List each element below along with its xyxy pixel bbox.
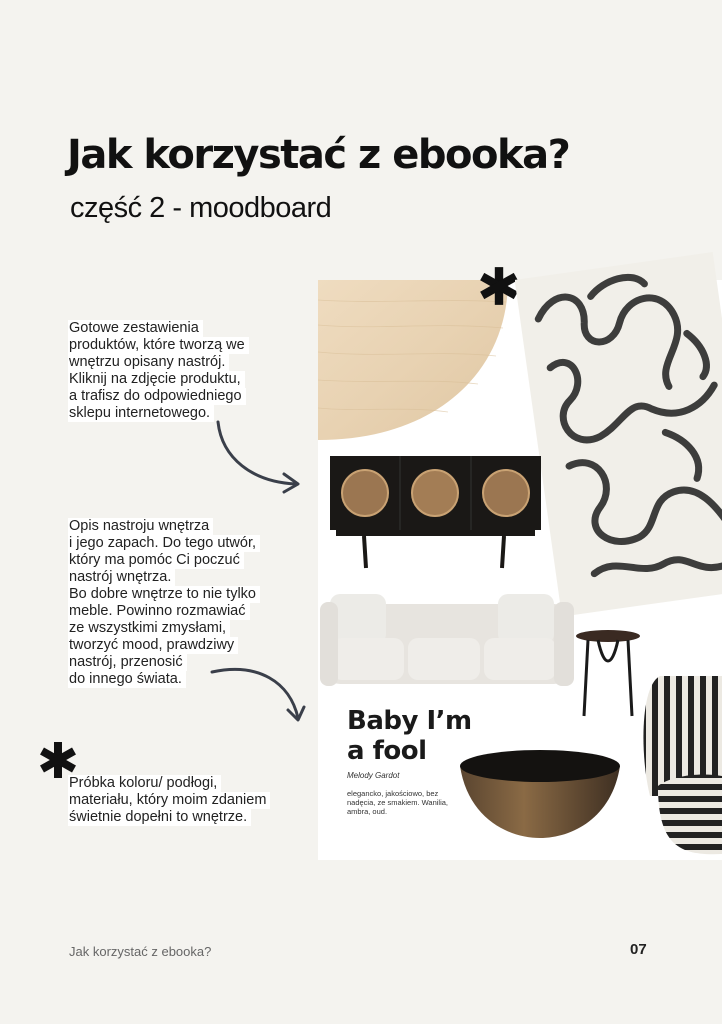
white-boucle-sofa-image[interactable] (318, 588, 578, 693)
note-mood (68, 518, 260, 688)
note-line: a trafisz do odpowiedniego (68, 388, 246, 405)
note-line: który ma pomóc Ci poczuć (68, 552, 244, 569)
song-description: elegancko, jakościowo, bez nadęcia, ze smakiem. Wanilia, ambra, oud. (347, 789, 449, 816)
asterisk-icon (38, 740, 78, 780)
note-line: świetnie dopełni to wnętrze. (68, 809, 251, 826)
footer-label: Jak korzystać z ebooka? (69, 944, 212, 959)
arrow-icon (212, 418, 304, 494)
song-title-line: a fool (347, 736, 427, 766)
page-title: Jak korzystać z ebooka? (67, 132, 570, 178)
note-line: Próbka koloru/ podłogi, (68, 775, 221, 792)
note-products (68, 320, 249, 422)
note-line: produktów, które tworzą we (68, 337, 249, 354)
song-title (347, 706, 472, 766)
note-line: Gotowe zestawienia (68, 320, 203, 337)
note-sample (68, 775, 270, 826)
note-line: nastrój wnętrza. (68, 569, 175, 586)
note-line: ze wszystkimi zmysłami, (68, 620, 230, 637)
striped-armchair-image[interactable] (640, 676, 722, 858)
note-line: materiału, który moim zdaniem (68, 792, 270, 809)
note-line: Bo dobre wnętrze to nie tylko (68, 586, 260, 603)
song-artist: Melody Gardot (347, 771, 400, 780)
note-line: meble. Powinno rozmawiać (68, 603, 250, 620)
note-line: do innego świata. (68, 671, 186, 688)
page-number: 07 (630, 941, 647, 958)
note-line: i jego zapach. Do tego utwór, (68, 535, 260, 552)
abstract-rug-image[interactable] (515, 248, 722, 618)
song-title-line: Baby I’m (347, 706, 472, 736)
side-table-image[interactable] (574, 628, 642, 718)
note-line: wnętrzu opisany nastrój. (68, 354, 229, 371)
note-line: nastrój, przenosić (68, 654, 187, 671)
arrow-icon (208, 664, 308, 726)
black-sideboard-image[interactable] (328, 452, 543, 572)
asterisk-icon (478, 265, 520, 307)
note-line: Opis nastroju wnętrza (68, 518, 213, 535)
note-line: Kliknij na zdjęcie produktu, (68, 371, 245, 388)
note-line: sklepu internetowego. (68, 405, 214, 422)
note-line: tworzyć mood, prawdziwy (68, 637, 238, 654)
bronze-bowl-image[interactable] (458, 748, 622, 840)
page-subtitle: część 2 - moodboard (70, 192, 332, 224)
